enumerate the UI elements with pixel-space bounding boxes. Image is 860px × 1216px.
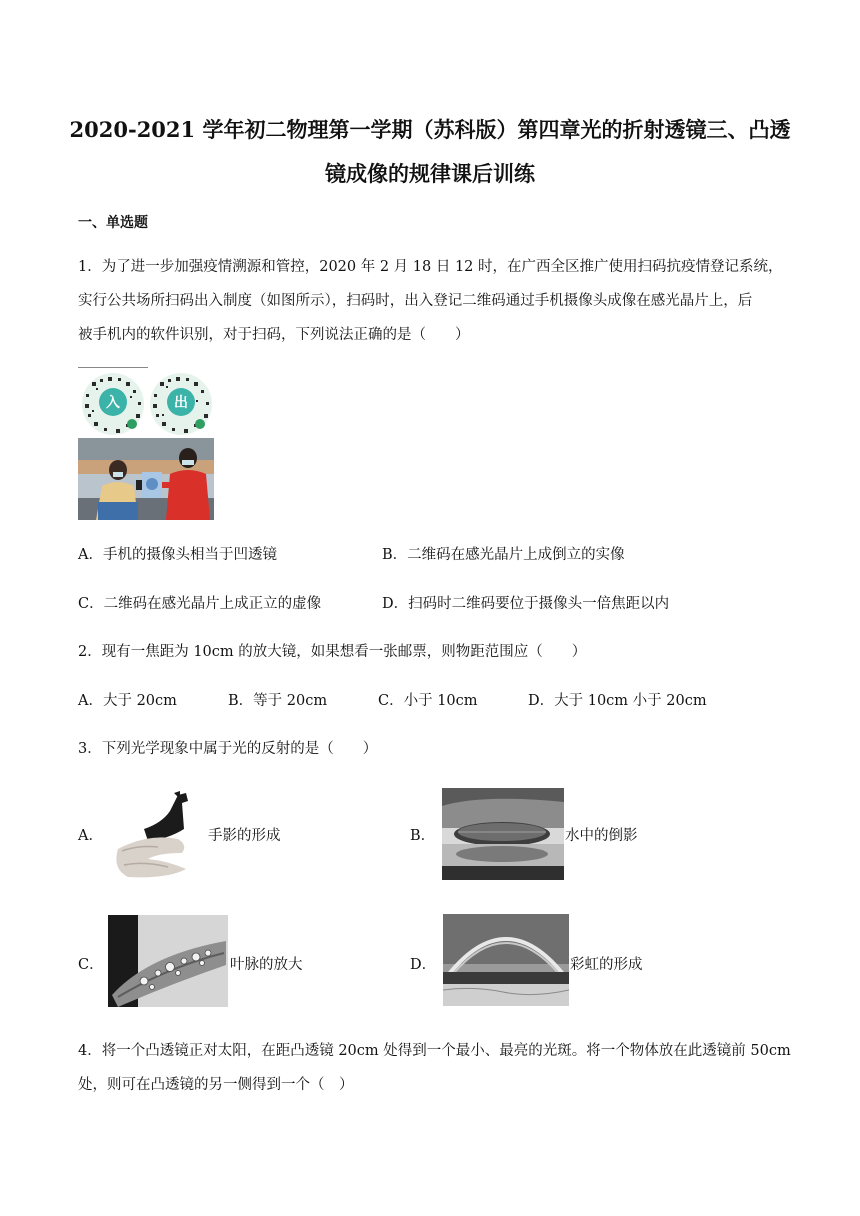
question-1-line-2: 实行公共场所扫码出入制度（如图所示），扫码时，出入登记二维码通过手机摄像头成像在感光晶片上，后 xyxy=(78,293,753,309)
leaf-droplets-image xyxy=(108,915,228,1007)
question-1-line-3: 被手机内的软件识别，对于扫码，下列说法正确的是（ ） xyxy=(78,327,470,343)
question-1-stem xyxy=(78,250,782,352)
question-4-line-1: 4．将一个凸透镜正对太阳，在距凸透镜 20cm 处得到一个最小、最亮的光斑。将一个物体放在此透镜前 50cm xyxy=(78,1043,791,1059)
question-3-option-c-text: 叶脉的放大 xyxy=(230,957,303,973)
question-3-option-d-letter[interactable]: D． xyxy=(410,957,437,973)
question-1-line-1: 1．为了进一步加强疫情溯源和管控，2020 年 2 月 18 日 12 时，在广西全区推广使用扫码抗疫情登记系统， xyxy=(78,259,783,275)
question-2-option-d[interactable]: D．大于 10cm 小于 20cm xyxy=(528,693,707,709)
question-4-stem xyxy=(78,1034,791,1102)
question-3-option-a-text: 手影的形成 xyxy=(208,828,281,844)
question-3-option-b-text: 水中的倒影 xyxy=(565,828,638,844)
question-3-option-d-text: 彩虹的形成 xyxy=(570,957,643,973)
qr-out-label: 出 xyxy=(174,395,188,411)
water-reflection-image xyxy=(442,788,564,880)
hand-shadow-image xyxy=(108,789,208,881)
question-3-option-a-letter[interactable]: A． xyxy=(78,828,103,844)
question-1-option-b[interactable]: B．二维码在感光晶片上成倒立的实像 xyxy=(382,547,625,563)
question-4-line-2: 处，则可在凸透镜的另一侧得到一个（ ） xyxy=(78,1077,354,1093)
section-heading: 一、单选题 xyxy=(78,215,148,231)
title-line-1: 2020-2021 学年初二物理第一学期（苏科版）第四章光的折射透镜三、凸透 xyxy=(69,117,791,142)
qr-codes-figure xyxy=(78,370,216,438)
title-line-2: 镜成像的规律课后训练 xyxy=(325,161,535,186)
question-2-option-b[interactable]: B．等于 20cm xyxy=(228,693,328,709)
question-1-option-c[interactable]: C．二维码在感光晶片上成正立的虚像 xyxy=(78,596,322,612)
question-1-option-a[interactable]: A．手机的摄像头相当于凹透镜 xyxy=(78,547,277,563)
qr-code-in xyxy=(82,373,144,435)
question-3-option-b-letter[interactable]: B． xyxy=(410,828,436,844)
question-2-stem: 2．现有一焦距为 10cm 的放大镜，如果想看一张邮票，则物距范围应（ ） xyxy=(78,644,587,660)
qr-code-out xyxy=(150,373,212,435)
figure-rule xyxy=(78,367,148,368)
question-3-stem: 3．下列光学现象中属于光的反射的是（ ） xyxy=(78,741,378,757)
question-3-option-c-letter[interactable]: C． xyxy=(78,957,104,973)
question-2-option-a[interactable]: A．大于 20cm xyxy=(78,693,177,709)
rainbow-image xyxy=(443,914,569,1006)
question-1-option-d[interactable]: D．扫码时二维码要位于摄像头一倍焦距以内 xyxy=(382,596,670,612)
scanning-photo xyxy=(78,438,214,520)
question-2-option-c[interactable]: C．小于 10cm xyxy=(378,693,478,709)
qr-in-label: 入 xyxy=(106,395,120,411)
